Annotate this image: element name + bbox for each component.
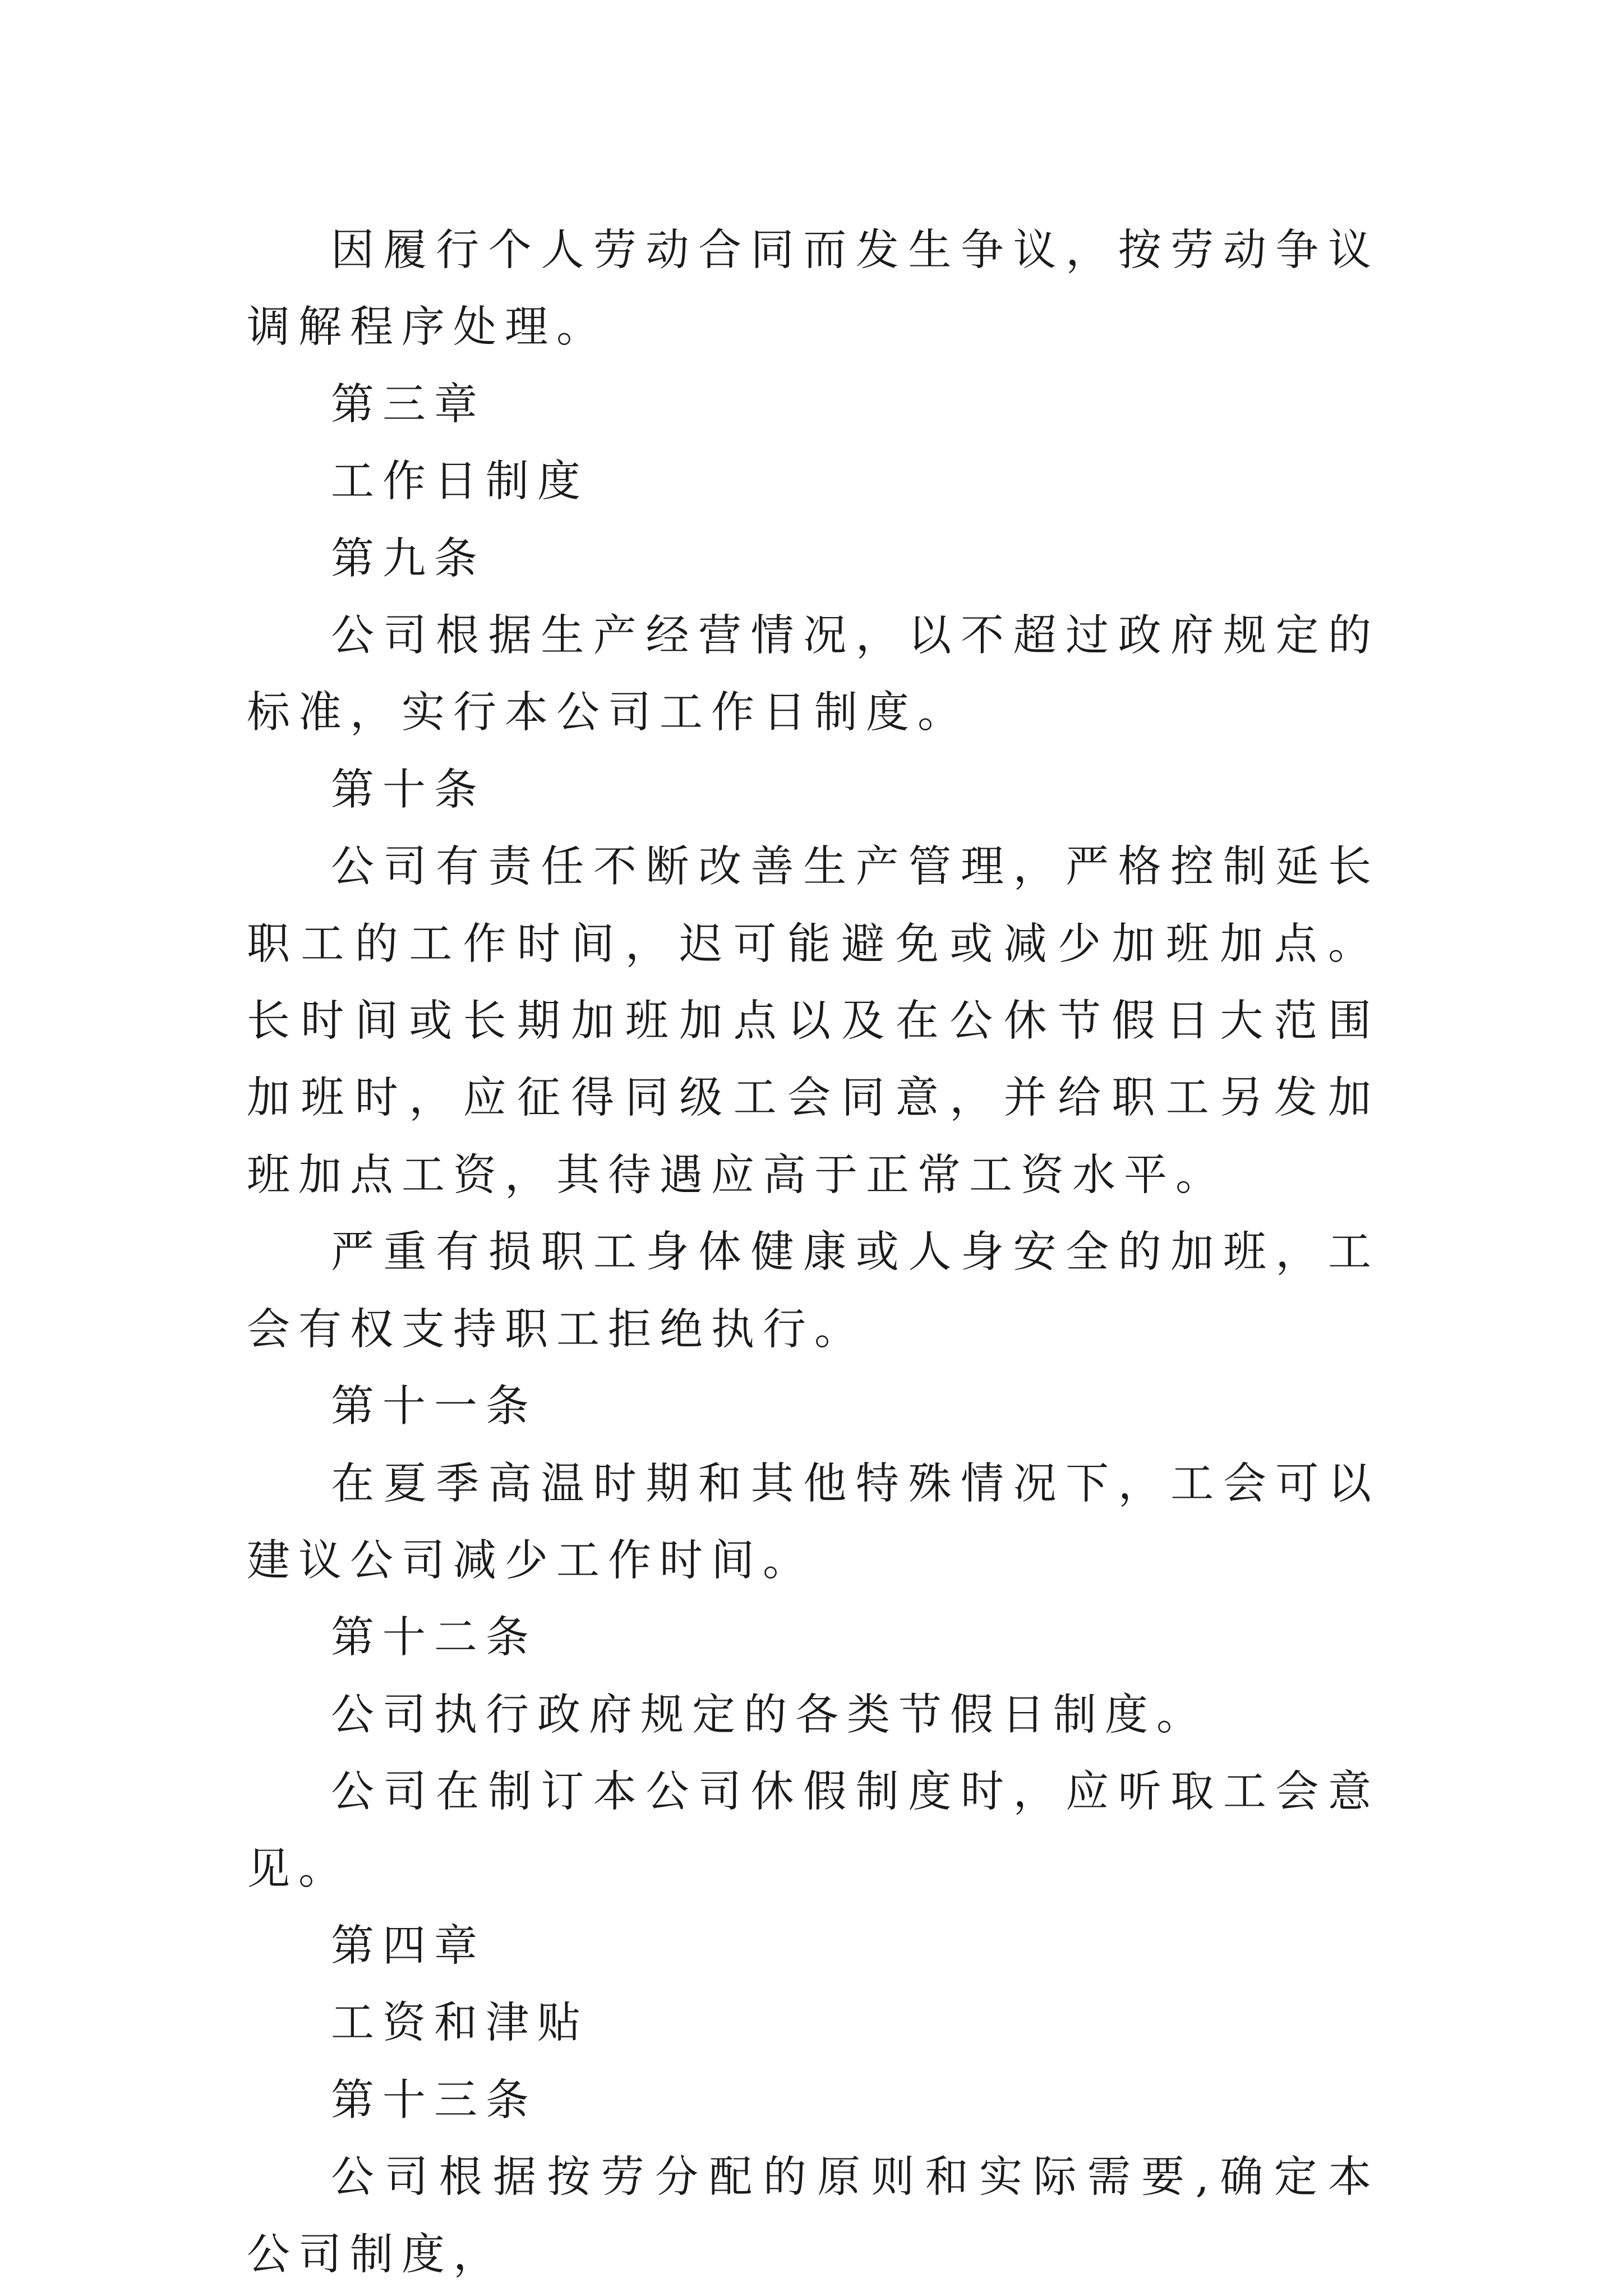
paragraph-dispute-handling: 因履行个人劳动合同而发生争议，按劳动争议调解程序处理。 <box>247 226 1380 353</box>
article-heading-10: 第十条 <box>331 765 486 815</box>
chapter-heading-4: 第四章 <box>331 1921 486 1971</box>
paragraph-article-13: 公司根据按劳分配的原则和实际需要,确定本公司制度， <box>247 2152 1380 2280</box>
paragraph-article-12-holidays: 公司执行政府规定的各类节假日制度。 <box>331 1690 1208 1740</box>
article-heading-13: 第十三条 <box>331 2075 537 2125</box>
article-heading-12: 第十二条 <box>331 1613 537 1663</box>
paragraph-article-9: 公司根据生产经营情况，以不超过政府规定的标准，实行本公司工作日制度。 <box>247 611 1380 738</box>
chapter-heading-3: 第三章 <box>331 379 486 430</box>
paragraph-article-10: 公司有责任不断改善生产管理，严格控制延长职工的工作时间，迟可能避免或减少加班加点。长时间或长期加班加点以及在公休节假日大范围加班时，应征得同级工会同意，并给职工另发加班加点工资，其待遇应高于正常工资水平。 <box>247 842 1380 1200</box>
chapter-title-wages: 工资和津贴 <box>331 1998 589 2049</box>
chapter-title-working-day: 工作日制度 <box>331 457 589 507</box>
document-body <box>247 212 1380 2293</box>
article-heading-11: 第十一条 <box>331 1382 537 1432</box>
paragraph-article-11: 在夏季高温时期和其他特殊情况下，工会可以建议公司减少工作时间。 <box>247 1458 1380 1586</box>
paragraph-article-12-leave-policy: 公司在制订本公司休假制度时，应听取工会意见。 <box>247 1767 1380 1894</box>
article-heading-9: 第九条 <box>331 533 486 584</box>
paragraph-article-10-overtime-refusal: 严重有损职工身体健康或人身安全的加班，工会有权支持职工拒绝执行。 <box>247 1227 1380 1355</box>
